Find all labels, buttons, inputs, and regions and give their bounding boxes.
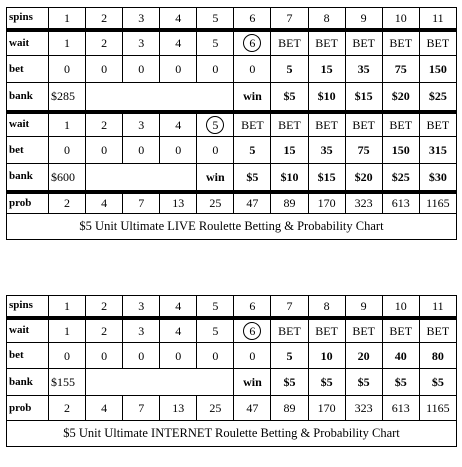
- bet-label: bet: [7, 56, 49, 83]
- table-cell: 2: [49, 396, 86, 421]
- table-cell: BET: [382, 318, 419, 343]
- prob-label: prob: [7, 396, 49, 421]
- internet-roulette-chart: [6, 295, 457, 447]
- live-spin-4: 4: [160, 8, 197, 30]
- live-spin-5: 5: [197, 8, 234, 30]
- table-cell: 47: [234, 192, 271, 214]
- bet-label: bet: [7, 137, 49, 164]
- table-cell: 150: [382, 137, 419, 164]
- live-spin-7: 7: [271, 8, 308, 30]
- circled-spin-marker: 6: [243, 322, 261, 340]
- table-cell: [234, 318, 271, 343]
- chart-title: $5 Unit Ultimate INTERNET Roulette Betting & Probability Chart: [7, 421, 457, 447]
- table-cell: 0: [123, 343, 160, 369]
- internet-spin-4: 4: [160, 296, 197, 318]
- table-cell: 0: [123, 137, 160, 164]
- table-cell: 323: [345, 396, 382, 421]
- table-cell: [86, 83, 234, 112]
- table-cell: $15: [308, 164, 345, 192]
- internet-spin-11: 11: [419, 296, 456, 318]
- table-cell: 5: [234, 137, 271, 164]
- internet-spin-10: 10: [382, 296, 419, 318]
- table-cell: [197, 112, 234, 137]
- wait-label: wait: [7, 30, 49, 56]
- live-g2-bet-row: [7, 137, 457, 164]
- table-cell: 3: [123, 30, 160, 56]
- table-cell: 170: [308, 396, 345, 421]
- table-cell: 323: [345, 192, 382, 214]
- table-cell: 0: [49, 137, 86, 164]
- live-spin-9: 9: [345, 8, 382, 30]
- table-cell: [86, 369, 234, 396]
- internet-prob-row: [7, 396, 457, 421]
- live-title-row: [7, 214, 457, 240]
- table-cell: 613: [382, 396, 419, 421]
- table-cell: 3: [123, 318, 160, 343]
- table-cell: 0: [234, 343, 271, 369]
- table-cell: $5: [345, 369, 382, 396]
- internet-spin-7: 7: [271, 296, 308, 318]
- table-cell: 2: [86, 112, 123, 137]
- table-cell: 0: [86, 137, 123, 164]
- table-cell: 0: [160, 343, 197, 369]
- bank-label: bank: [7, 369, 49, 396]
- table-cell: 4: [86, 396, 123, 421]
- table-cell: BET: [382, 112, 419, 137]
- internet-spins-row: [7, 296, 457, 318]
- table-cell: 3: [123, 112, 160, 137]
- live-spin-10: 10: [382, 8, 419, 30]
- table-cell: BET: [308, 318, 345, 343]
- table-cell: BET: [271, 30, 308, 56]
- table-cell: 15: [271, 137, 308, 164]
- live-spin-6: 6: [234, 8, 271, 30]
- internet-spin-1: 1: [49, 296, 86, 318]
- table-cell: 2: [49, 192, 86, 214]
- table-cell: $5: [271, 369, 308, 396]
- live-spin-1: 1: [49, 8, 86, 30]
- live-g2-wait-row: [7, 112, 457, 137]
- internet-spin-6: 6: [234, 296, 271, 318]
- table-cell: 315: [419, 137, 456, 164]
- table-cell: 0: [123, 56, 160, 83]
- table-cell: 5: [197, 318, 234, 343]
- table-cell: $20: [382, 83, 419, 112]
- win-cell: win: [234, 83, 271, 112]
- table-cell: [234, 30, 271, 56]
- table-cell: $30: [419, 164, 456, 192]
- table-cell: $10: [271, 164, 308, 192]
- chart-title: $5 Unit Ultimate LIVE Roulette Betting & Probability Chart: [7, 214, 457, 240]
- table-cell: 25: [197, 396, 234, 421]
- table-cell: 2: [86, 318, 123, 343]
- table-cell: 4: [160, 318, 197, 343]
- table-cell: 0: [86, 343, 123, 369]
- internet-spin-2: 2: [86, 296, 123, 318]
- table-cell: 75: [382, 56, 419, 83]
- table-cell: BET: [419, 318, 456, 343]
- table-cell: 4: [160, 112, 197, 137]
- live-spin-11: 11: [419, 8, 456, 30]
- table-cell: 1165: [419, 192, 456, 214]
- internet-spins-label: spins: [7, 296, 49, 318]
- table-cell: 4: [160, 30, 197, 56]
- table-cell: 47: [234, 396, 271, 421]
- live-spins-label: spins: [7, 8, 49, 30]
- internet-wait-row: [7, 318, 457, 343]
- table-cell: BET: [308, 112, 345, 137]
- table-cell: 0: [197, 343, 234, 369]
- live-roulette-chart: [6, 7, 457, 240]
- table-cell: 13: [160, 192, 197, 214]
- table-cell: BET: [271, 112, 308, 137]
- table-cell: 4: [86, 192, 123, 214]
- table-cell: 1: [49, 112, 86, 137]
- live-g1-wait-row: [7, 30, 457, 56]
- table-cell: 0: [160, 56, 197, 83]
- table-cell: 1165: [419, 396, 456, 421]
- table-cell: $5: [308, 369, 345, 396]
- internet-spin-8: 8: [308, 296, 345, 318]
- live-spin-3: 3: [123, 8, 160, 30]
- table-cell: 1: [49, 318, 86, 343]
- internet-spin-5: 5: [197, 296, 234, 318]
- table-cell: BET: [234, 112, 271, 137]
- table-cell: BET: [271, 318, 308, 343]
- table-cell: 0: [49, 343, 86, 369]
- table-cell: BET: [345, 112, 382, 137]
- table-cell: $5: [419, 369, 456, 396]
- table-cell: $20: [345, 164, 382, 192]
- table-cell: 80: [419, 343, 456, 369]
- table-cell: 0: [160, 137, 197, 164]
- live-g2-bank-row: [7, 164, 457, 192]
- table-cell: $5: [234, 164, 271, 192]
- table-cell: BET: [345, 30, 382, 56]
- win-cell: win: [234, 369, 271, 396]
- table-cell: 0: [197, 137, 234, 164]
- bet-label: bet: [7, 343, 49, 369]
- internet-bank-row: [7, 369, 457, 396]
- table-cell: $25: [419, 83, 456, 112]
- table-cell: 35: [308, 137, 345, 164]
- table-cell: 5: [271, 343, 308, 369]
- table-cell: 0: [86, 56, 123, 83]
- bank-amount: $155: [49, 369, 86, 396]
- wait-label: wait: [7, 112, 49, 137]
- table-cell: 35: [345, 56, 382, 83]
- bank-amount: $285: [49, 83, 86, 112]
- table-cell: 89: [271, 192, 308, 214]
- table-cell: 5: [271, 56, 308, 83]
- table-cell: BET: [419, 112, 456, 137]
- table-cell: BET: [345, 318, 382, 343]
- table-cell: 10: [308, 343, 345, 369]
- table-cell: BET: [419, 30, 456, 56]
- table-cell: 170: [308, 192, 345, 214]
- bank-amount: $600: [49, 164, 86, 192]
- prob-label: prob: [7, 192, 49, 214]
- table-cell: 613: [382, 192, 419, 214]
- table-cell: BET: [382, 30, 419, 56]
- table-cell: 25: [197, 192, 234, 214]
- table-cell: $10: [308, 83, 345, 112]
- table-cell: 20: [345, 343, 382, 369]
- table-cell: 89: [271, 396, 308, 421]
- table-cell: 15: [308, 56, 345, 83]
- live-spin-8: 8: [308, 8, 345, 30]
- circled-spin-marker: 5: [206, 116, 224, 134]
- table-cell: 1: [49, 30, 86, 56]
- table-cell: 0: [197, 56, 234, 83]
- table-cell: 75: [345, 137, 382, 164]
- table-cell: 7: [123, 396, 160, 421]
- bank-label: bank: [7, 83, 49, 112]
- table-cell: $5: [382, 369, 419, 396]
- table-cell: 13: [160, 396, 197, 421]
- wait-label: wait: [7, 318, 49, 343]
- table-cell: 2: [86, 30, 123, 56]
- table-cell: [86, 164, 197, 192]
- live-g1-bet-row: [7, 56, 457, 83]
- circled-spin-marker: 6: [243, 34, 261, 52]
- table-cell: $15: [345, 83, 382, 112]
- internet-spin-9: 9: [345, 296, 382, 318]
- table-cell: BET: [308, 30, 345, 56]
- internet-title-row: [7, 421, 457, 447]
- table-cell: 5: [197, 30, 234, 56]
- bank-label: bank: [7, 164, 49, 192]
- internet-spin-3: 3: [123, 296, 160, 318]
- live-spin-2: 2: [86, 8, 123, 30]
- internet-bet-row: [7, 343, 457, 369]
- table-cell: 0: [49, 56, 86, 83]
- table-cell: 40: [382, 343, 419, 369]
- live-g1-bank-row: [7, 83, 457, 112]
- table-cell: 0: [234, 56, 271, 83]
- live-spins-row: [7, 8, 457, 30]
- live-prob-row: [7, 192, 457, 214]
- win-cell: win: [197, 164, 234, 192]
- table-cell: 7: [123, 192, 160, 214]
- table-cell: $5: [271, 83, 308, 112]
- table-cell: $25: [382, 164, 419, 192]
- table-cell: 150: [419, 56, 456, 83]
